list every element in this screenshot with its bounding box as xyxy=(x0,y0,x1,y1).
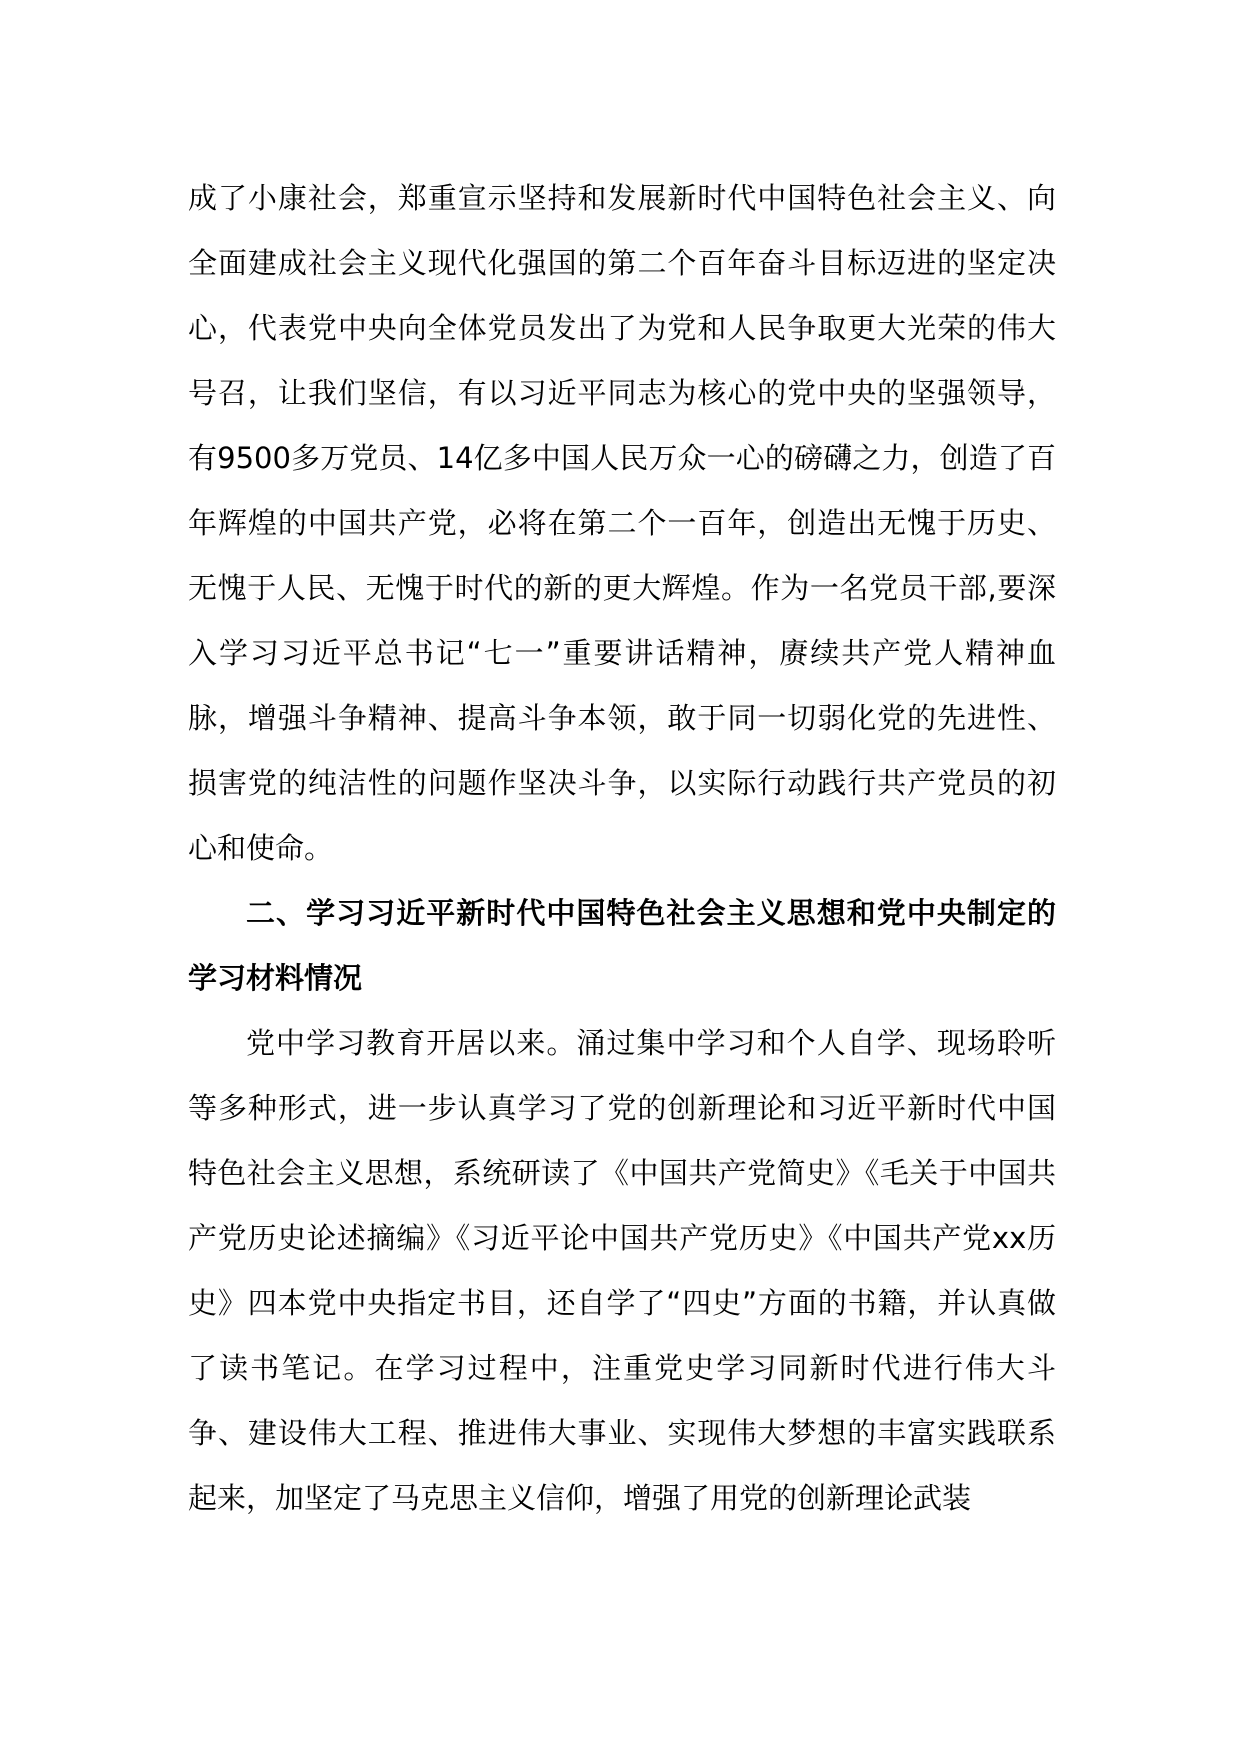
section-heading-2: 二、学习习近平新时代中国特色社会主义思想和党中央制定的学习材料情况 xyxy=(188,896,1056,995)
body-paragraph-2: 党中学习教育开居以来。涌过集中学习和个人自学、现场聆听等多种形式，进一步认真学习了党的创新理论和习近平新时代中国特色社会主义思想，系统研读了《中国共产党简史》《毛关于中国共产党历史论述摘编》《习近平论中国共产党历史》《中国共产党xx历史》四本党中央指定书目，还自学了“四史”方面的书籍，并认真做了读书笔记。在学习过程中，注重党史学习同新时代进行伟大斗争、建设伟大工程、推进伟大事业、实现伟大梦想的丰富实践联系起来，加坚定了马克思主义信仰，增强了用党的创新理论武装 xyxy=(188,1026,1056,1515)
body-paragraph-1: 成了小康社会，郑重宣示坚持和发展新时代中国特色社会主义、向全面建成社会主义现代化强国的第二个百年奋斗目标迈进的坚定决心，代表党中央向全体党员发出了为党和人民争取更大光荣的伟大号召，让我们坚信，有以习近平同志为核心的党中央的坚强领导，有9500多万党员、14亿多中国人民万众一心的磅礴之力，创造了百年辉煌的中国共产党，必将在第二个一百年，创造出无愧于历史、无愧于人民、无愧于时代的新的更大辉煌。作为一名党员干部,要深入学习习近平总书记“七一”重要讲话精神，赓续共产党人精神血脉，增强斗争精神、提高斗争本领，敢于同一切弱化党的先进性、损害党的纯洁性的问题作坚决斗争，以实际行动践行共产党员的初心和使命。 xyxy=(188,181,1056,865)
document-page xyxy=(188,166,1056,1531)
